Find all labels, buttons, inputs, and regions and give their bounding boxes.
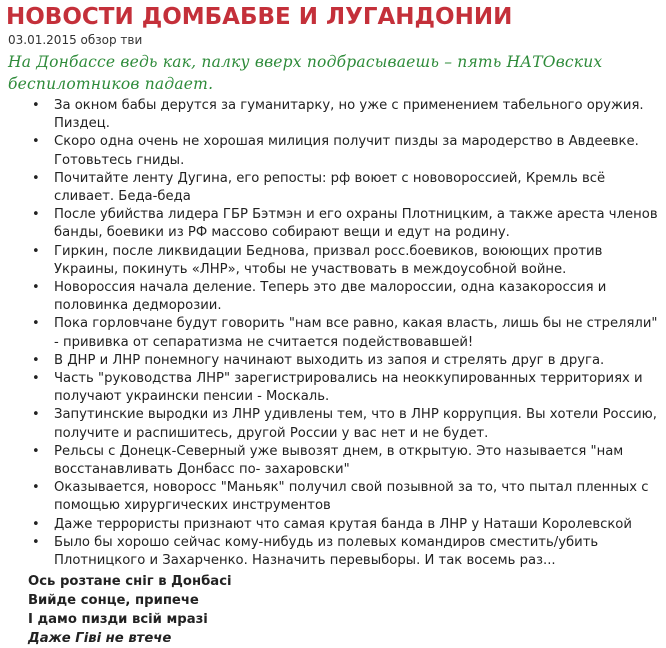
list-item (32, 479, 660, 515)
bullet-icon: • (32, 134, 40, 150)
list-item-text: Оказывается, новоросс "Маньяк" получил свой позывной за то, что пытал пленных с помощью хирургических инструментов (54, 480, 649, 514)
bullet-icon: • (32, 243, 40, 259)
bullet-icon: • (32, 280, 40, 296)
list-item (32, 170, 660, 206)
list-item (32, 315, 660, 351)
list-item (32, 133, 660, 169)
list-item (32, 243, 660, 279)
poem-line: Даже Гіві не втече (28, 631, 172, 647)
list-item-text: После убийства лидера ГБР Бэтмэн и его охраны Плотницким, а также ареста членов банды, боевики из РФ массово собирают вещи и едут на родину. (54, 207, 658, 241)
list-item-text: Запутинские выродки из ЛНР удивлены тем, что в ЛНР коррупция. Вы хотели Россию, получите и распишитесь, другой России у вас нет и не будет. (54, 407, 657, 441)
list-item-text: Гиркин, после ликвидации Беднова, призвал росс.боевиков, воюющих против Украины, покинуть «ЛНР», чтобы не участвовать в междоусобной войне. (54, 243, 603, 277)
list-item (32, 443, 660, 479)
page-title: НОВОСТИ ДОМБАБВЕ И ЛУГАНДОНИИ (6, 4, 513, 30)
list-item-text: В ДНР и ЛНР понемногу начинают выходить из запоя и стрелять друг в друга. (54, 352, 605, 368)
poem-line: Вийде сонце, припече (28, 593, 199, 609)
bullet-icon: • (32, 352, 40, 368)
list-item (32, 534, 660, 570)
bullet-icon: • (32, 207, 40, 223)
list-item-text: Было бы хорошо сейчас кому-нибудь из полевых командиров сместить/убить Плотницкого и Захарченко. Назначить перевыборы. И так восемь раз... (54, 534, 599, 569)
list-item (32, 352, 660, 370)
list-item-text: Новороссия начала деление. Теперь это две малороссии, одна казакороссия и половинка дедморозии. (54, 280, 607, 314)
bullet-icon: • (32, 516, 40, 532)
list-item-text: Скоро одна очень не хорошая милиция получит пизды за мародерство в Авдеевке. Готовьтесь гниды. (54, 134, 639, 168)
poem-line: І дамо пизди всій мразі (28, 612, 208, 628)
bullet-icon: • (32, 98, 40, 113)
list-item (32, 406, 660, 442)
bullet-icon: • (32, 371, 40, 387)
bullet-icon: • (32, 170, 40, 186)
poem (28, 572, 660, 648)
list-item-text: Часть "руководства ЛНР" зарегистрировались на неоккупированных территориях и получают украински пенсии - Москаль. (54, 371, 643, 405)
list-item-text: Даже террористы признают что самая крутая банда в ЛНР у Наташи Королевской (54, 516, 632, 532)
bullet-icon: • (32, 480, 40, 496)
list-item (32, 370, 660, 406)
list-item (32, 516, 660, 534)
list-item-text: Рельсы с Донецк-Северный уже вывозят днем, в открытую. Это называется "нам восстанавливать Донбасс по- захаровски" (54, 443, 624, 478)
news-list (6, 97, 660, 570)
list-item-text: За окном бабы дерутся за гуманитарку, но уже с применением табельного оружия. Пиздец. (54, 98, 644, 132)
poem-line: Ось розтане сніг в Донбасі (28, 574, 232, 590)
bullet-icon: • (32, 316, 40, 332)
bullet-icon: • (32, 407, 40, 423)
list-item-text: Пока горловчане будут говорить "нам все равно, какая власть, лишь бы не стреляли" - прививка от сепаратизма не считается подействовавшей! (54, 316, 658, 350)
subtitle-quote: На Донбассе ведь как, палку вверх подбрасываешь – пять НАТОвских беспилотников падает. (8, 53, 603, 93)
bullet-icon: • (32, 443, 40, 459)
list-item (32, 206, 660, 242)
list-item (32, 279, 660, 315)
date-line: 03.01.2015 обзор тви (8, 33, 143, 47)
list-item (32, 97, 660, 133)
bullet-icon: • (32, 534, 40, 550)
list-item-text: Почитайте ленту Дугина, его репосты: рф воюет с нововороссией, Кремль всё сливает. Беда-беда (54, 170, 606, 205)
